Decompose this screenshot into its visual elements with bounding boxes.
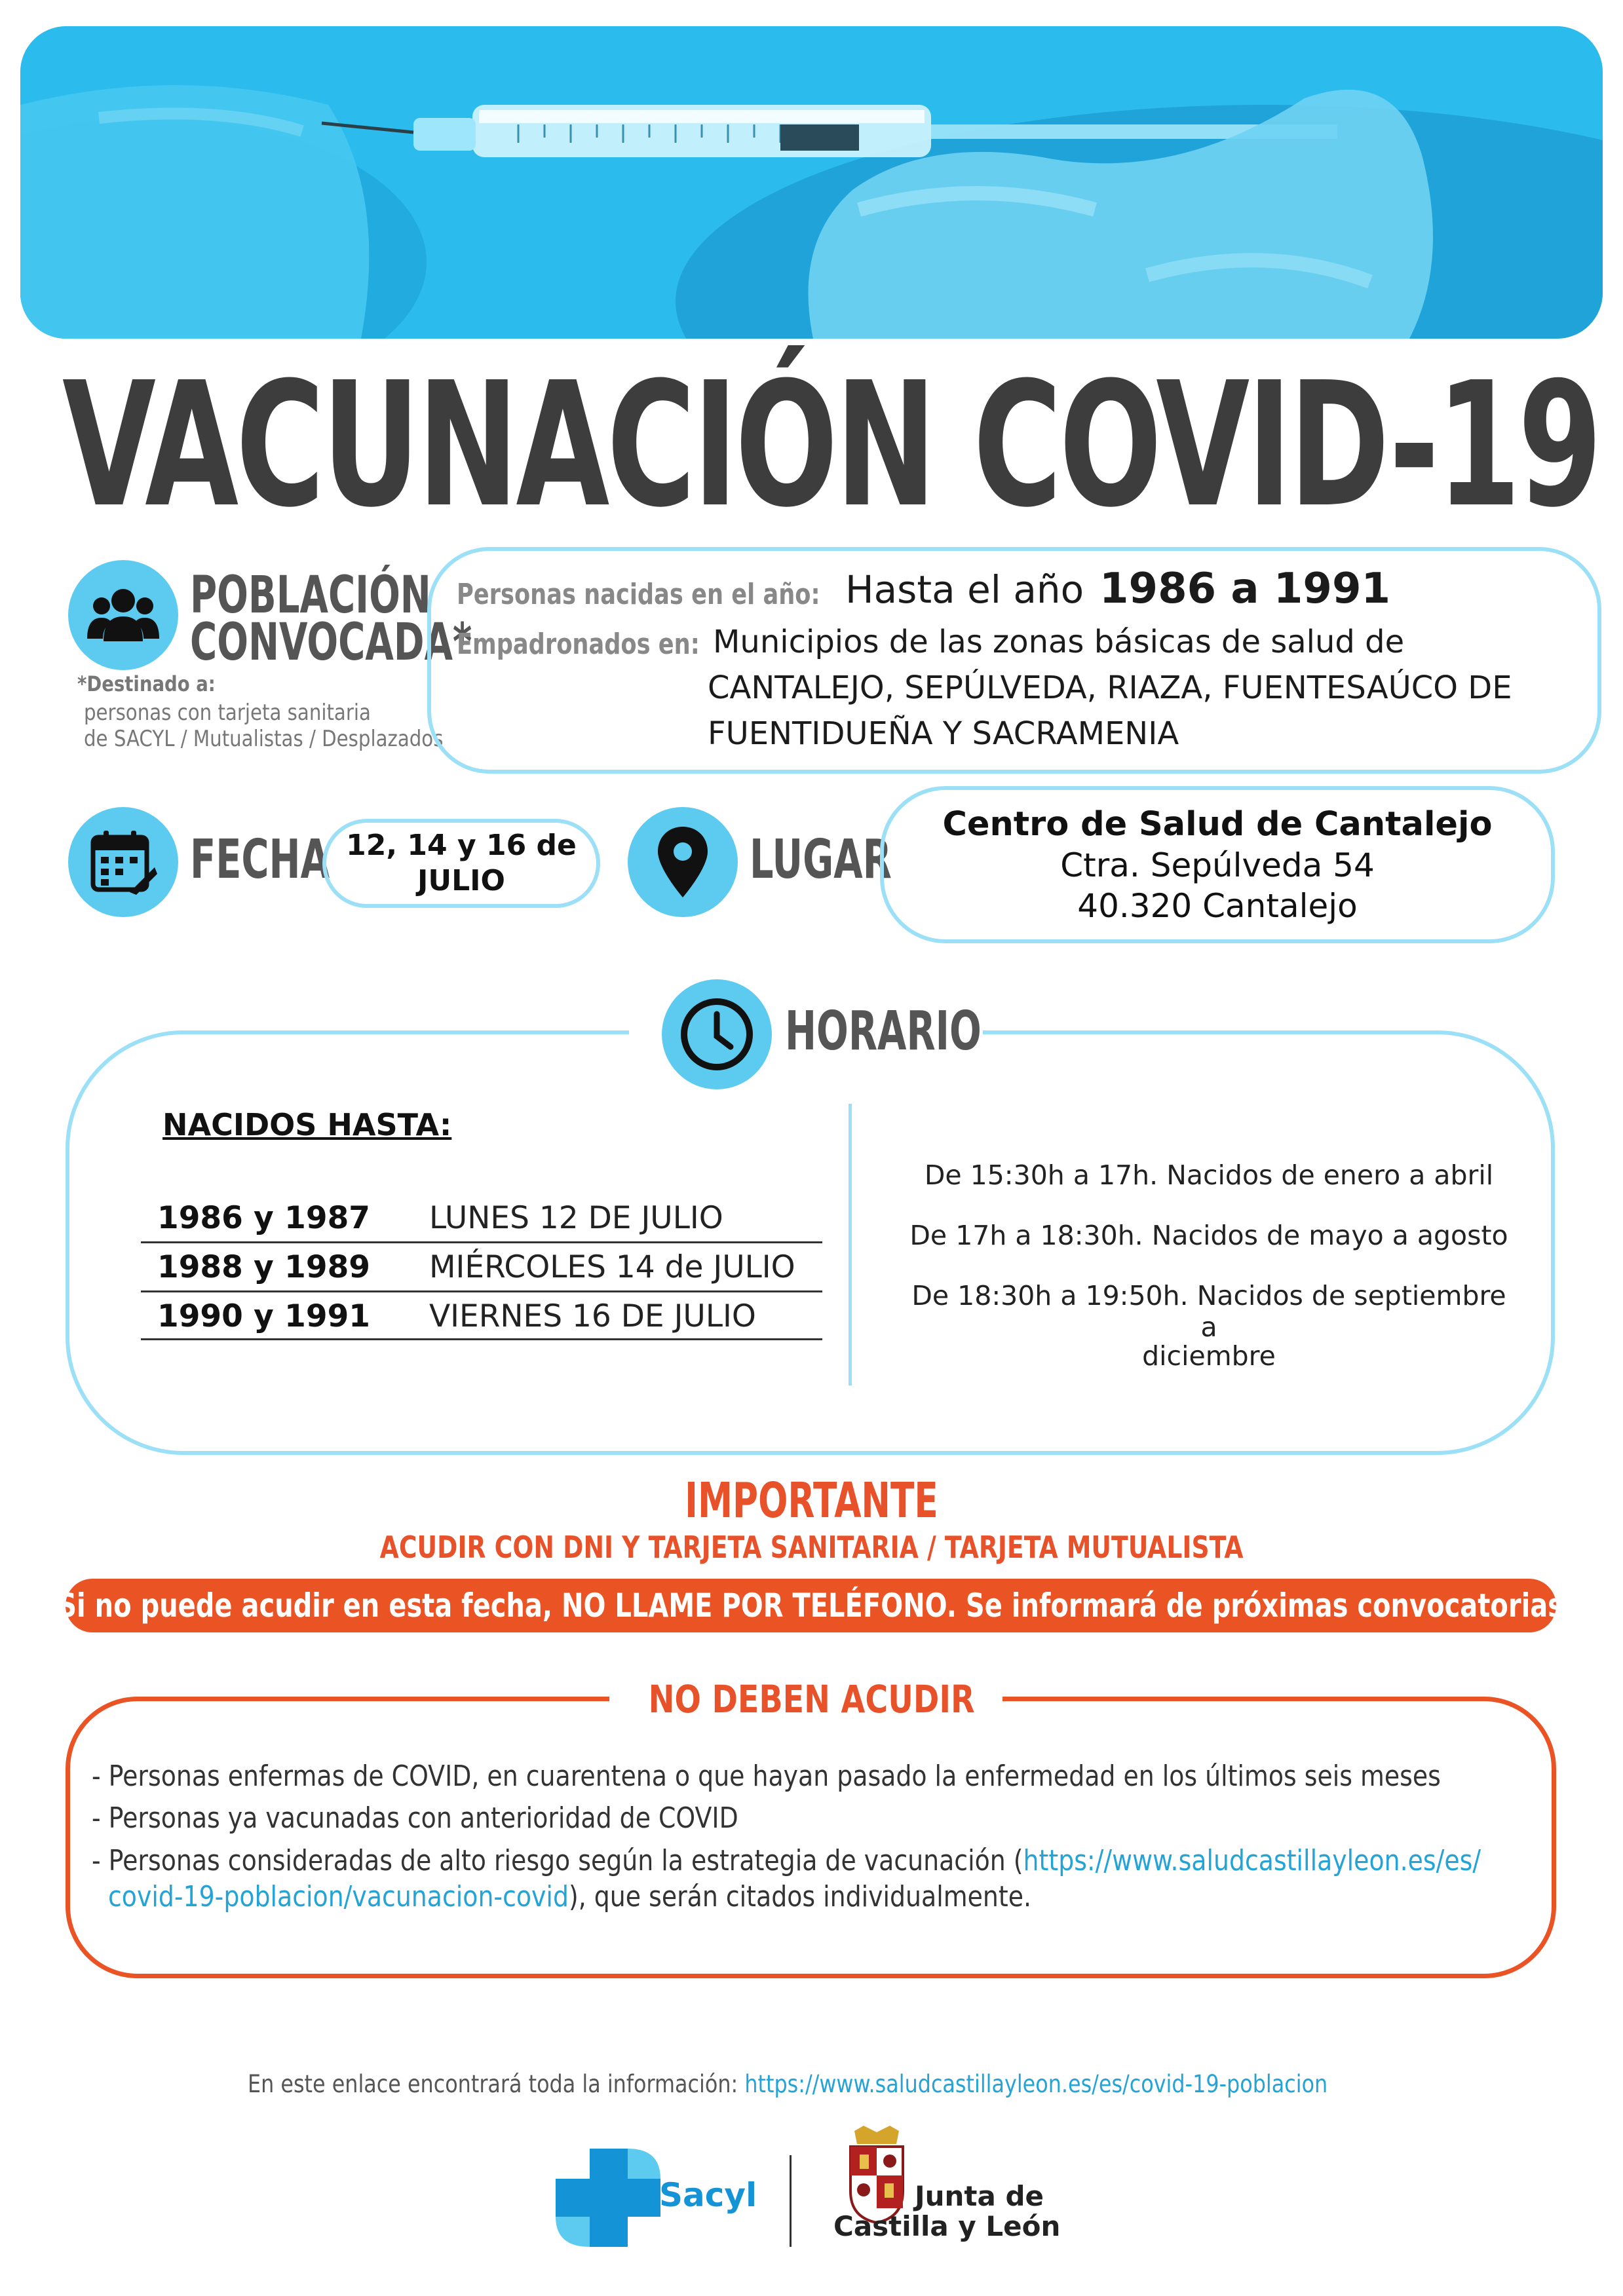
registered-line2: CANTALEJO, SEPÚLVEDA, RIAZA, FUENTESAÚCO DE (708, 669, 1512, 706)
no-acudir-item-3-tail: ), que serán citados individualmente. (568, 1880, 1032, 1913)
horario-label: HORARIO (785, 1000, 982, 1063)
alert-text: Si no puede acudir en esta fecha, NO LLAME POR TELÉFONO. Se informará de próximas convocatorias (58, 1587, 1564, 1625)
calendar-icon (68, 807, 178, 917)
registered-line3: FUENTIDUEÑA Y SACRAMENIA (708, 715, 1179, 752)
lugar-box (880, 786, 1555, 943)
sacyl-logo-icon (556, 2149, 660, 2247)
column-divider (849, 1104, 852, 1385)
poblacion-note-line2: de SACYL / Mutualistas / Desplazados (84, 726, 444, 752)
fecha-label: FECHA (190, 829, 330, 891)
alert-bar (58, 1579, 1564, 1632)
row-day-2: MIÉRCOLES 14 de JULIO (429, 1249, 795, 1285)
sacyl-logo-text: Sacyl (659, 2176, 757, 2214)
row-day-1: LUNES 12 DE JULIO (429, 1200, 723, 1236)
lugar-label: LUGAR (750, 829, 892, 891)
no-acudir-item-2: - Personas ya vacunadas con anterioridad de COVID (92, 1801, 738, 1835)
importante-subtitle: ACUDIR CON DNI Y TARJETA SANITARIA / TARJETA MUTUALISTA (379, 1530, 1244, 1565)
row-divider (141, 1338, 822, 1340)
hero-vaccine-photo (20, 26, 1603, 339)
no-acudir-box (66, 1697, 1556, 1978)
footer-info (248, 2070, 1327, 2098)
junta-logo-line1: Junta de (915, 2180, 1044, 2212)
row-divider (141, 1290, 822, 1292)
poblacion-label-2: CONVOCADA* (190, 613, 472, 672)
no-acudir-item-3 (92, 1844, 1481, 1877)
location-pin-icon (628, 807, 738, 917)
lugar-city: 40.320 Cantalejo (1077, 887, 1358, 925)
clock-icon (662, 979, 772, 1089)
footer-info-link[interactable]: https://www.saludcastillayleon.es/es/covid-19-poblacion (744, 2070, 1328, 2098)
row-years-1: 1986 y 1987 (157, 1200, 370, 1236)
no-acudir-item-3-text: - Personas consideradas de alto riesgo según la estrategia de vacunación ( (92, 1844, 1023, 1877)
fecha-box (322, 819, 600, 908)
time-slot-3: De 18:30h a 19:50h. Nacidos de septiembre a (911, 1280, 1506, 1343)
born-prefix: Hasta el año (845, 567, 1084, 612)
row-divider (141, 1241, 822, 1243)
poblacion-note-title: *Destinado a: (77, 671, 216, 696)
row-day-3: VIERNES 16 DE JULIO (429, 1298, 756, 1334)
registered-label: Empadronados en: (457, 628, 700, 661)
people-group-icon (68, 560, 178, 670)
fecha-value-line2: JULIO (417, 864, 505, 897)
time-slot-1: De 15:30h a 17h. Nacidos de enero a abril (924, 1159, 1494, 1191)
vacunacion-link-part1[interactable]: https://www.saludcastillayleon.es/es/ (1023, 1844, 1481, 1877)
page-title: VACUNACIÓN COVID-19 (62, 345, 1600, 545)
syringe-hand-illustration (20, 26, 1603, 339)
poblacion-label-1: POBLACIÓN (190, 566, 431, 625)
time-slot-3-cont: diciembre (1142, 1340, 1276, 1372)
no-acudir-item-1: - Personas enfermas de COVID, en cuarentena o que hayan pasado la enfermedad en los últimos seis meses (92, 1760, 1441, 1793)
row-years-2: 1988 y 1989 (157, 1249, 370, 1285)
junta-shield-icon (845, 2126, 908, 2224)
vacunacion-link-part2[interactable]: covid-19-poblacion/vacunacion-covid (108, 1880, 569, 1913)
row-years-3: 1990 y 1991 (157, 1298, 370, 1334)
junta-logo-line2: Castilla y León (833, 2210, 1061, 2242)
time-slot-2: De 17h a 18:30h. Nacidos de mayo a agosto (909, 1220, 1508, 1251)
logo-divider (790, 2155, 792, 2247)
poblacion-note-line1: personas con tarjeta sanitaria (84, 700, 371, 726)
born-range: 1986 a 1991 (1099, 565, 1390, 613)
born-label: Personas nacidas en el año: (457, 578, 820, 611)
no-acudir-title: NO DEBEN ACUDIR (648, 1677, 975, 1722)
fecha-value-line1: 12, 14 y 16 de (346, 829, 577, 862)
lugar-address: Ctra. Sepúlveda 54 (1060, 846, 1375, 884)
footer-info-text: En este enlace encontrará toda la información: (248, 2070, 745, 2098)
horario-heading: NACIDOS HASTA: (162, 1107, 452, 1142)
no-acudir-item-3-cont (108, 1880, 1031, 1913)
importante-title: IMPORTANTE (685, 1473, 938, 1529)
lugar-name: Centro de Salud de Cantalejo (942, 805, 1493, 844)
registered-line1: Municipios de las zonas básicas de salud de (713, 624, 1405, 660)
